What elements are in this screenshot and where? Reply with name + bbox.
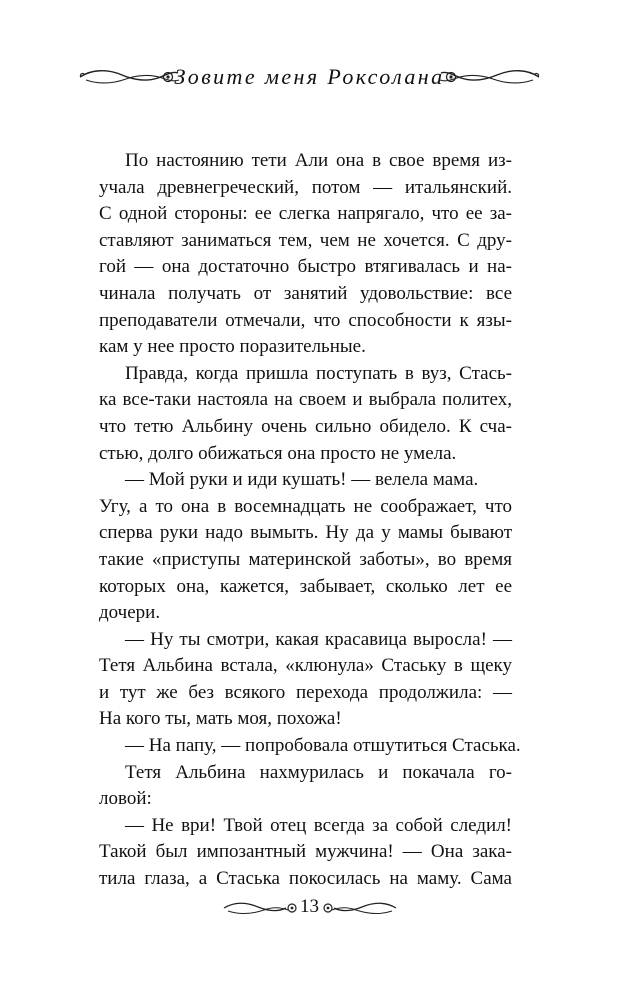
- text-line: сперва руки надо вымыть. Ну да у мамы бывают: [99, 522, 512, 544]
- page-number: 13: [300, 896, 319, 917]
- text-line: которых она, кажется, забывает, сколько лет ее: [99, 575, 512, 597]
- running-header: [0, 62, 619, 92]
- text-line: С одной стороны: ее слегка напрягало, что ее за-: [99, 203, 512, 225]
- text-line: — Ну ты смотри, какая красавица выросла! —: [125, 628, 512, 650]
- text-line: гой — она достаточно быстро втягивалась и на-: [99, 256, 512, 278]
- text-line: стью, долго обижаться она просто не умела.: [99, 442, 457, 464]
- text-line: и тут же без всякого перехода продолжила: —: [99, 681, 512, 703]
- text-line: ловой:: [99, 788, 152, 810]
- text-line: Правда, когда пришла поступать в вуз, Стась-: [125, 362, 512, 384]
- text-line: Тетя Альбина нахмурилась и покачала го-: [125, 761, 512, 783]
- text-line: — Мой руки и иди кушать! — велела мама.: [125, 469, 479, 491]
- text-line: такие «приступы материнской заботы», во время: [99, 548, 512, 570]
- running-title: Зовите меня Роксолана: [174, 64, 445, 89]
- text-line: Угу, а то она в восемнадцать не соображает, что: [99, 495, 512, 517]
- text-line: тила глаза, а Стаська покосилась на маму. Сама: [99, 868, 512, 890]
- text-line: ка все-таки настояла на своем и выбрала политех,: [99, 389, 512, 411]
- text-line: преподаватели отмечали, что способности к язы-: [99, 309, 512, 331]
- flourish-right-icon: [437, 66, 541, 88]
- flourish-right-icon: [318, 898, 398, 918]
- text-line: Тетя Альбина встала, «клюнула» Стаську в щеку: [99, 655, 512, 677]
- text-line: учала древнегреческий, потом — итальянский.: [99, 176, 512, 198]
- text-line: ставляют заниматься тем, чем не хочется. С дру-: [99, 229, 512, 251]
- page-footer: [0, 892, 619, 922]
- text-line: дочери.: [99, 602, 161, 624]
- text-line: На кого ты, мать моя, похожа!: [99, 708, 342, 730]
- body-text: [99, 148, 521, 893]
- text-line: что тетю Альбину очень сильно обидело. К сча-: [99, 415, 512, 437]
- text-line: — Не ври! Твой отец всегда за собой следил!: [125, 814, 512, 836]
- text-line: — На папу, — попробовала отшутиться Стаська.: [125, 735, 521, 757]
- text-line: чинала получать от занятий удовольствие: все: [99, 282, 512, 304]
- text-line: кам у нее просто поразительные.: [99, 336, 366, 358]
- text-line: По настоянию тети Али она в свое время из-: [125, 150, 512, 171]
- text-line: Такой был импозантный мужчина! — Она зака-: [99, 841, 512, 863]
